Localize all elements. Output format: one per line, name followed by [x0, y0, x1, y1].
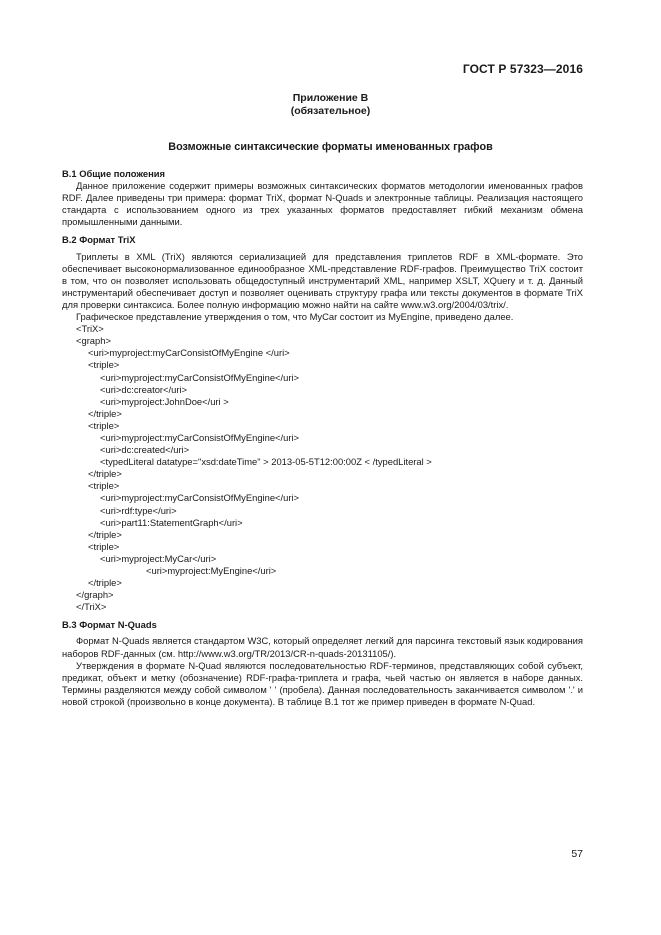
section-b2-paragraph-2: Графическое представление утверждения о том, что MyCar состоит из MyEngine, приведено далее.	[76, 311, 514, 323]
code-line: <uri>myproject:myCarConsistOfMyEngine </uri>	[88, 347, 290, 359]
code-line: <uri>part11:StatementGraph</uri>	[100, 516, 243, 528]
trix-code-listing	[62, 323, 583, 613]
code-line: <triple>	[88, 419, 120, 431]
code-line: <triple>	[88, 359, 120, 371]
code-line: <uri>dc:creator</uri>	[100, 383, 188, 395]
code-line: <uri>myproject:JohnDoe</uri >	[100, 395, 229, 407]
section-b1-heading: В.1 Общие положения	[62, 168, 165, 179]
code-line: <uri>myproject:MyEngine</uri>	[146, 565, 277, 576]
code-line: </graph>	[76, 589, 114, 601]
code-line: <typedLiteral datatype="xsd:dateTime" > 2013-05-5T12:00:00Z < /typedLiteral >	[100, 456, 432, 468]
document-body	[62, 168, 583, 708]
code-line: <triple>	[88, 540, 120, 552]
code-line: <uri>rdf:type</uri>	[100, 504, 177, 516]
page-number: 57	[571, 848, 583, 860]
section-b3-heading: В.3 Формат N-Quads	[62, 619, 157, 631]
section-b1-paragraph: Данное приложение содержит примеры возможных синтаксических форматов методологии именованных графов RDF. Далее приведены три примера: формат TriX, формат N-Quads и электронные таблицы. Реализация настоящего стандарта с использованием одного из трех указанных форматов предоставляет гибкий механизм обмена промышленными данными.	[62, 180, 583, 228]
appendix-title: Приложение В	[292, 92, 369, 104]
section-b3-paragraph-2: Утверждения в формате N-Quad являются последовательностью RDF-терминов, представляющих собой субъект, предикат, объект и метку (обозначение) RDF-графа-триплета и графа, чьей частью он является в наборе данных. Термины разделяются между собой символом ' ' (пробела). Данная последовательность заканчивается символом '.' и новой строкой (произвольно в конце документа). В таблице В.1 тот же пример приведен в формате N-Quad.	[62, 659, 583, 707]
code-line: </triple>	[88, 528, 122, 540]
code-line: <graph>	[76, 335, 111, 347]
main-title: Возможные синтаксические форматы именованных графов	[168, 141, 493, 153]
code-line: <TriX>	[76, 323, 104, 335]
code-line: </triple>	[88, 407, 122, 419]
code-line: <uri>myproject:myCarConsistOfMyEngine</uri>	[100, 371, 300, 383]
code-line: </triple>	[88, 577, 122, 589]
code-line: </triple>	[88, 468, 122, 480]
code-line: <uri>myproject:MyCar</uri>	[100, 552, 217, 564]
code-line: <uri>myproject:myCarConsistOfMyEngine</uri>	[100, 431, 300, 443]
code-line: <uri>myproject:myCarConsistOfMyEngine</uri>	[100, 492, 300, 504]
code-line: <uri>dc:created</uri>	[100, 444, 190, 456]
code-line: </TriX>	[76, 601, 107, 613]
section-b2-paragraph-1: Триплеты в XML (TriX) являются сериализацией для представления триплетов RDF в XML-формате. Это обеспечивает высоконормализованное единообразное XML-представление RDF-графов. Преимущество TriX состоит в том, что он позволяет использовать общедоступный инструментарий XML, например XSLT, XQuery и т. д. Данный инструментарий обеспечивает доступ и позволяет оценивать структуру графа или тексты документов в формате TriX для проверки синтаксиса. Более полную информацию можно найти на сайте www.w3.org/2004/03/trix/.	[62, 250, 583, 310]
section-b3-paragraph-1: Формат N-Quads является стандартом W3C, который определяет легкий для парсинга текстовый язык кодирования наборов RDF-данных (см. http://www.w3.org/TR/2013/CR-n-quads-20131105/).	[62, 635, 583, 659]
code-line: <triple>	[88, 480, 120, 492]
document-id: ГОСТ Р 57323—2016	[462, 62, 583, 76]
appendix-status: (обязательное)	[290, 105, 371, 117]
appendix-heading	[0, 92, 661, 118]
section-b2-heading: В.2 Формат TriX	[62, 234, 136, 246]
